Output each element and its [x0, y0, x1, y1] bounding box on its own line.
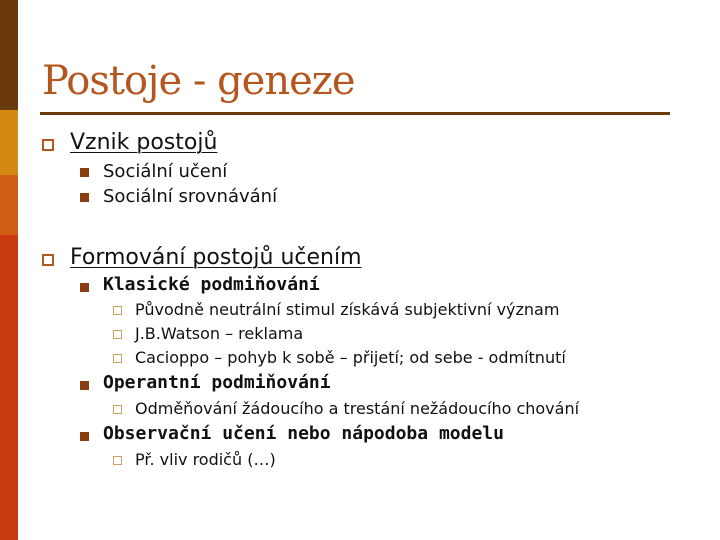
sidebar-segment: [0, 235, 18, 540]
level3-item: Odměňování žádoucího a trestání nežádoucího chování: [135, 399, 580, 418]
hollow-square-bullet-icon: [113, 405, 122, 414]
hollow-square-bullet-icon: [113, 330, 122, 339]
hollow-square-bullet-icon: [113, 456, 122, 465]
level3-item: J.B.Watson – reklama: [135, 324, 304, 343]
hollow-square-bullet-icon: [42, 139, 54, 151]
solid-square-bullet-icon: [80, 432, 89, 441]
level2-item: Sociální srovnávání: [103, 186, 278, 207]
solid-square-bullet-icon: [80, 168, 89, 177]
level2-item-bold: Operantní podmiňování: [103, 372, 331, 393]
left-sidebar-decoration: [0, 0, 18, 540]
hollow-square-bullet-icon: [42, 254, 54, 266]
hollow-square-bullet-icon: [113, 306, 122, 315]
level2-item-bold: Observační učení nebo nápodoba modelu: [103, 423, 504, 444]
level3-item: Př. vliv rodičů (…): [135, 450, 276, 469]
sidebar-segment: [0, 175, 18, 235]
slide-title: Postoje - geneze: [42, 58, 355, 104]
solid-square-bullet-icon: [80, 381, 89, 390]
sidebar-segment: [0, 110, 18, 175]
solid-square-bullet-icon: [80, 193, 89, 202]
sidebar-segment: [0, 0, 18, 110]
level1-item-vznik: Vznik postojů: [70, 130, 218, 155]
level3-item: Původně neutrální stimul získává subjektivní význam: [135, 300, 560, 319]
level2-item: Sociální učení: [103, 161, 228, 182]
hollow-square-bullet-icon: [113, 354, 122, 363]
level1-item-formovani: Formování postojů učením: [70, 245, 362, 270]
solid-square-bullet-icon: [80, 283, 89, 292]
title-divider: [40, 112, 670, 115]
level2-item-bold: Klasické podmiňování: [103, 274, 320, 295]
level3-item: Cacioppo – pohyb k sobě – přijetí; od sebe - odmítnutí: [135, 348, 566, 367]
